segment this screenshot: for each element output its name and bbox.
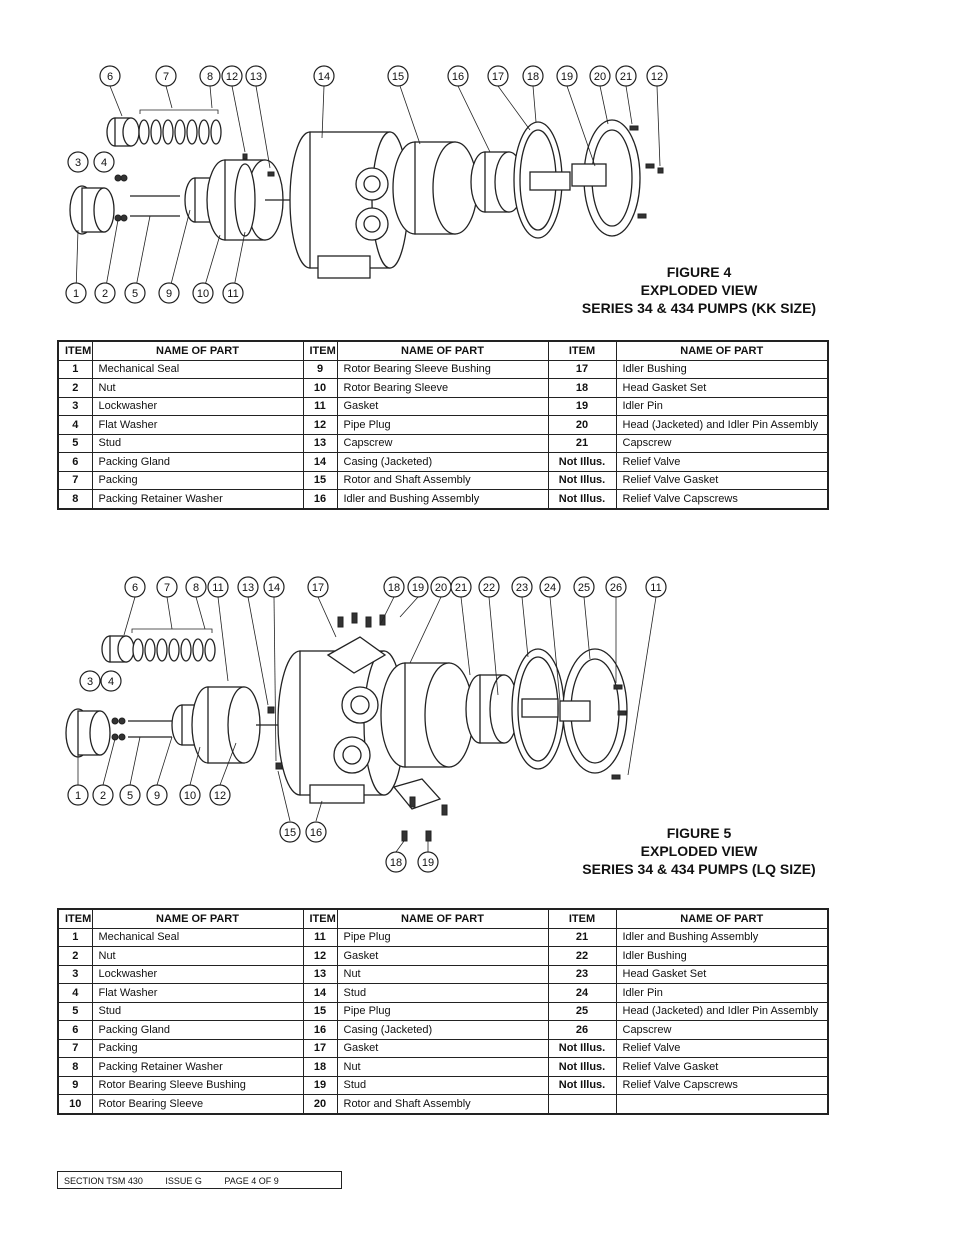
svg-text:9: 9	[153, 790, 161, 802]
part-name: Nut	[337, 965, 548, 984]
packing-rings	[132, 629, 215, 661]
item-number: 21	[548, 434, 616, 453]
part-name: Mechanical Seal	[92, 928, 303, 947]
studs-nuts	[115, 175, 180, 221]
svg-text:5: 5	[131, 288, 139, 300]
item-number: 6	[58, 453, 92, 472]
caption-line-1: FIGURE 5	[666, 825, 732, 841]
part-name: Packing Retainer Washer	[92, 490, 303, 509]
callout-2	[93, 785, 113, 805]
callout-4	[101, 671, 121, 691]
callout-5	[120, 785, 140, 805]
callout-12b	[647, 66, 667, 86]
packing-gland	[102, 636, 134, 662]
part-name: Stud	[337, 984, 548, 1003]
item-number: 4	[58, 984, 92, 1003]
table-row	[58, 1002, 828, 1021]
item-number: Not Illus.	[548, 1058, 616, 1077]
item-number: 2	[58, 379, 92, 398]
part-name: Head Gasket Set	[616, 965, 828, 984]
svg-text:23: 23	[515, 582, 529, 594]
part-name: Idler Pin	[616, 984, 828, 1003]
callout-3	[68, 152, 88, 172]
callout-17	[308, 577, 328, 597]
callout-17	[488, 66, 508, 86]
seal-assembly	[70, 186, 114, 234]
header-item: ITEM	[303, 909, 337, 928]
rotor-and-shaft	[393, 142, 477, 234]
part-name: Stud	[92, 434, 303, 453]
svg-text:13: 13	[241, 582, 255, 594]
head-gasket	[514, 122, 570, 238]
header-item: ITEM	[303, 341, 337, 360]
svg-text:11: 11	[650, 582, 662, 594]
item-number: Not Illus.	[548, 471, 616, 490]
callout-20	[590, 66, 610, 86]
item-number: 8	[58, 490, 92, 509]
svg-text:9: 9	[165, 288, 173, 300]
item-number: Not Illus.	[548, 1039, 616, 1058]
svg-text:7: 7	[163, 582, 171, 594]
callout-8	[186, 577, 206, 597]
callout-9	[147, 785, 167, 805]
item-number: 10	[58, 1095, 92, 1114]
item-number: 24	[548, 984, 616, 1003]
item-number: 17	[303, 1039, 337, 1058]
callout-7	[156, 66, 176, 86]
item-number: 5	[58, 1002, 92, 1021]
part-name: Relief Valve Gasket	[616, 1058, 828, 1077]
packing-gland	[107, 118, 139, 146]
item-number: 10	[303, 379, 337, 398]
callout-21	[616, 66, 636, 86]
callout-20	[431, 577, 451, 597]
callout-14	[314, 66, 334, 86]
part-name: Head Gasket Set	[616, 379, 828, 398]
part-name: Nut	[92, 947, 303, 966]
item-number: 6	[58, 1021, 92, 1040]
table-row	[58, 1058, 828, 1077]
item-number: 21	[548, 928, 616, 947]
callouts-bottom	[68, 785, 230, 805]
item-number: 7	[58, 471, 92, 490]
figure-5-caption	[570, 824, 828, 878]
callout-16	[306, 822, 326, 842]
item-number: 14	[303, 453, 337, 472]
item-number: 22	[548, 947, 616, 966]
part-name: Stud	[92, 1002, 303, 1021]
svg-text:6: 6	[106, 71, 114, 83]
part-name: Relief Valve Capscrews	[616, 1076, 828, 1095]
table-row	[58, 434, 828, 453]
callout-5	[125, 283, 145, 303]
item-number: 12	[303, 947, 337, 966]
item-number: 13	[303, 434, 337, 453]
part-name: Relief Valve Gasket	[616, 471, 828, 490]
page-footer	[57, 1171, 342, 1189]
table-row	[58, 453, 828, 472]
table-row	[58, 1039, 828, 1058]
item-number: 13	[303, 965, 337, 984]
svg-text:7: 7	[162, 71, 170, 83]
svg-text:4: 4	[107, 676, 115, 688]
gasket	[235, 164, 255, 236]
rotor-bearing-sleeve	[172, 687, 260, 763]
item-number: 8	[58, 1058, 92, 1077]
svg-text:6: 6	[131, 582, 139, 594]
item-number: 7	[58, 1039, 92, 1058]
header-name: NAME OF PART	[616, 341, 828, 360]
svg-text:17: 17	[311, 582, 325, 594]
part-name: Packing	[92, 471, 303, 490]
svg-text:24: 24	[543, 582, 557, 594]
header-name: NAME OF PART	[616, 909, 828, 928]
part-name: Rotor and Shaft Assembly	[337, 1095, 548, 1114]
svg-text:12: 12	[650, 71, 664, 83]
callouts-top	[100, 66, 667, 86]
item-number: 26	[548, 1021, 616, 1040]
svg-text:22: 22	[482, 582, 496, 594]
part-name: Idler Bushing	[616, 947, 828, 966]
callout-19	[557, 66, 577, 86]
item-number	[548, 1095, 616, 1114]
part-name: Idler and Bushing Assembly	[337, 490, 548, 509]
callout-15	[280, 822, 300, 842]
table-header	[58, 341, 828, 360]
footer-issue: ISSUE G	[165, 1176, 202, 1186]
item-number: 5	[58, 434, 92, 453]
table-header	[58, 909, 828, 928]
callout-8	[200, 66, 220, 86]
callout-13	[238, 577, 258, 597]
part-name: Packing Gland	[92, 453, 303, 472]
part-name: Lockwasher	[92, 965, 303, 984]
part-name: Nut	[337, 1058, 548, 1077]
head-jacketed	[560, 649, 627, 773]
svg-text:8: 8	[206, 71, 214, 83]
item-number: 18	[548, 379, 616, 398]
head-gasket	[512, 649, 564, 769]
item-number: 12	[303, 416, 337, 435]
part-name: Pipe Plug	[337, 928, 548, 947]
callout-15	[388, 66, 408, 86]
table-row	[58, 490, 828, 509]
studs-nuts	[112, 718, 172, 740]
part-name: Head (Jacketed) and Idler Pin Assembly	[616, 1002, 828, 1021]
callout-11	[223, 283, 243, 303]
table-row	[58, 984, 828, 1003]
callout-21	[451, 577, 471, 597]
part-name: Idler Pin	[616, 397, 828, 416]
item-number: 3	[58, 397, 92, 416]
svg-text:25: 25	[577, 582, 591, 594]
part-name: Capscrew	[616, 1021, 828, 1040]
svg-text:12: 12	[213, 790, 227, 802]
table-row	[58, 1076, 828, 1095]
part-name: Packing	[92, 1039, 303, 1058]
part-name: Rotor Bearing Sleeve	[92, 1095, 303, 1114]
callout-2	[95, 283, 115, 303]
callout-11b	[646, 577, 666, 597]
header-name: NAME OF PART	[337, 909, 548, 928]
table-row	[58, 471, 828, 490]
svg-text:14: 14	[317, 71, 331, 83]
figure-4-caption	[570, 263, 828, 317]
svg-text:13: 13	[249, 71, 263, 83]
part-name: Rotor Bearing Sleeve	[337, 379, 548, 398]
svg-text:12: 12	[225, 71, 239, 83]
part-name	[616, 1095, 828, 1114]
callouts-left	[80, 671, 121, 691]
svg-text:3: 3	[86, 676, 94, 688]
svg-text:20: 20	[593, 71, 607, 83]
callout-18b	[386, 852, 406, 872]
callout-7	[157, 577, 177, 597]
item-number: 20	[303, 1095, 337, 1114]
casing-jacketed	[265, 132, 408, 278]
svg-text:17: 17	[491, 71, 505, 83]
head-jacketed	[572, 120, 640, 236]
callout-1	[66, 283, 86, 303]
header-item: ITEM	[548, 341, 616, 360]
item-number: 19	[548, 397, 616, 416]
table-row	[58, 1021, 828, 1040]
callout-1	[68, 785, 88, 805]
svg-text:20: 20	[434, 582, 448, 594]
callout-23	[512, 577, 532, 597]
svg-text:18: 18	[389, 857, 403, 869]
table-row	[58, 947, 828, 966]
svg-text:21: 21	[619, 71, 633, 83]
callout-9	[159, 283, 179, 303]
svg-text:21: 21	[454, 582, 468, 594]
part-name: Pipe Plug	[337, 416, 548, 435]
part-name: Idler and Bushing Assembly	[616, 928, 828, 947]
callout-11	[208, 577, 228, 597]
item-number: Not Illus.	[548, 490, 616, 509]
part-name: Nut	[92, 379, 303, 398]
item-number: 3	[58, 965, 92, 984]
table-row	[58, 1095, 828, 1114]
svg-text:2: 2	[99, 790, 107, 802]
part-name: Mechanical Seal	[92, 360, 303, 379]
callout-26	[606, 577, 626, 597]
part-name: Capscrew	[616, 434, 828, 453]
table-row	[58, 397, 828, 416]
part-name: Pipe Plug	[337, 1002, 548, 1021]
svg-text:2: 2	[101, 288, 109, 300]
callout-13	[246, 66, 266, 86]
item-number: 19	[303, 1076, 337, 1095]
item-number: 14	[303, 984, 337, 1003]
item-number: 16	[303, 490, 337, 509]
callout-19b	[418, 852, 438, 872]
part-name: Gasket	[337, 397, 548, 416]
callout-10	[193, 283, 213, 303]
svg-text:16: 16	[451, 71, 465, 83]
svg-text:8: 8	[192, 582, 200, 594]
svg-text:16: 16	[309, 827, 323, 839]
item-number: 4	[58, 416, 92, 435]
callout-16	[448, 66, 468, 86]
item-number: 15	[303, 471, 337, 490]
item-number: 2	[58, 947, 92, 966]
item-number: 18	[303, 1058, 337, 1077]
part-name: Flat Washer	[92, 416, 303, 435]
item-number: 1	[58, 360, 92, 379]
item-number: Not Illus.	[548, 1076, 616, 1095]
callout-18	[523, 66, 543, 86]
parts-table-figure-5	[57, 908, 829, 1115]
item-number: 11	[303, 397, 337, 416]
svg-text:18: 18	[526, 71, 540, 83]
item-number: 15	[303, 1002, 337, 1021]
callout-19	[408, 577, 428, 597]
header-item: ITEM	[58, 341, 92, 360]
packing-rings	[139, 110, 221, 144]
item-number: 1	[58, 928, 92, 947]
part-name: Lockwasher	[92, 397, 303, 416]
item-number: 20	[548, 416, 616, 435]
part-name: Stud	[337, 1076, 548, 1095]
svg-text:19: 19	[421, 857, 435, 869]
idler-and-bushing	[466, 675, 518, 743]
seal-assembly	[66, 709, 110, 757]
part-name: Idler Bushing	[616, 360, 828, 379]
part-name: Rotor and Shaft Assembly	[337, 471, 548, 490]
table-row	[58, 360, 828, 379]
callout-6	[125, 577, 145, 597]
callout-24	[540, 577, 560, 597]
caption-line-2: EXPLODED VIEW	[640, 282, 758, 298]
item-number: 16	[303, 1021, 337, 1040]
rotor-and-shaft	[381, 663, 473, 767]
part-name: Relief Valve	[616, 1039, 828, 1058]
header-item: ITEM	[548, 909, 616, 928]
callouts-top	[125, 577, 666, 597]
callouts-left	[68, 152, 114, 172]
part-name: Flat Washer	[92, 984, 303, 1003]
svg-text:1: 1	[74, 790, 82, 802]
header-name: NAME OF PART	[92, 909, 303, 928]
svg-text:4: 4	[100, 157, 108, 169]
svg-text:3: 3	[74, 157, 82, 169]
part-name: Head (Jacketed) and Idler Pin Assembly	[616, 416, 828, 435]
parts-table-figure-4	[57, 340, 829, 510]
part-name: Gasket	[337, 1039, 548, 1058]
svg-text:18: 18	[387, 582, 401, 594]
svg-text:11: 11	[227, 288, 239, 300]
item-number: 9	[58, 1076, 92, 1095]
callout-25	[574, 577, 594, 597]
part-name: Relief Valve	[616, 453, 828, 472]
callouts-lower	[280, 822, 438, 872]
svg-text:26: 26	[609, 582, 623, 594]
part-name: Packing Retainer Washer	[92, 1058, 303, 1077]
callout-12	[210, 785, 230, 805]
part-name: Capscrew	[337, 434, 548, 453]
callout-10	[180, 785, 200, 805]
footer-page: PAGE 4 OF 9	[224, 1176, 279, 1186]
svg-text:1: 1	[72, 288, 80, 300]
callout-4	[94, 152, 114, 172]
svg-text:14: 14	[267, 582, 281, 594]
callout-3	[80, 671, 100, 691]
part-name: Rotor Bearing Sleeve Bushing	[92, 1076, 303, 1095]
item-number: 23	[548, 965, 616, 984]
svg-text:19: 19	[411, 582, 425, 594]
part-name: Relief Valve Capscrews	[616, 490, 828, 509]
table-row	[58, 965, 828, 984]
part-name: Gasket	[337, 947, 548, 966]
part-name: Packing Gland	[92, 1021, 303, 1040]
footer-section: SECTION TSM 430	[64, 1176, 143, 1186]
svg-text:15: 15	[391, 71, 405, 83]
callout-14	[264, 577, 284, 597]
caption-line-1: FIGURE 4	[666, 264, 732, 280]
callout-12	[222, 66, 242, 86]
part-name: Casing (Jacketed)	[337, 453, 548, 472]
item-number: 17	[548, 360, 616, 379]
header-name: NAME OF PART	[337, 341, 548, 360]
header-item: ITEM	[58, 909, 92, 928]
item-number: Not Illus.	[548, 453, 616, 472]
svg-text:19: 19	[560, 71, 574, 83]
table-row	[58, 928, 828, 947]
table-row	[58, 379, 828, 398]
callout-18	[384, 577, 404, 597]
part-name: Casing (Jacketed)	[337, 1021, 548, 1040]
caption-line-2: EXPLODED VIEW	[640, 843, 758, 859]
callout-22	[479, 577, 499, 597]
table-row	[58, 416, 828, 435]
svg-text:10: 10	[196, 288, 210, 300]
header-name: NAME OF PART	[92, 341, 303, 360]
svg-text:10: 10	[183, 790, 197, 802]
svg-text:5: 5	[126, 790, 134, 802]
part-name: Rotor Bearing Sleeve Bushing	[337, 360, 548, 379]
item-number: 9	[303, 360, 337, 379]
item-number: 11	[303, 928, 337, 947]
callouts-bottom	[66, 283, 243, 303]
caption-line-3: SERIES 34 & 434 PUMPS (LQ SIZE)	[582, 861, 816, 877]
svg-text:11: 11	[212, 582, 224, 594]
caption-line-3: SERIES 34 & 434 PUMPS (KK SIZE)	[581, 300, 817, 316]
callout-6	[100, 66, 120, 86]
svg-text:15: 15	[283, 827, 297, 839]
item-number: 25	[548, 1002, 616, 1021]
